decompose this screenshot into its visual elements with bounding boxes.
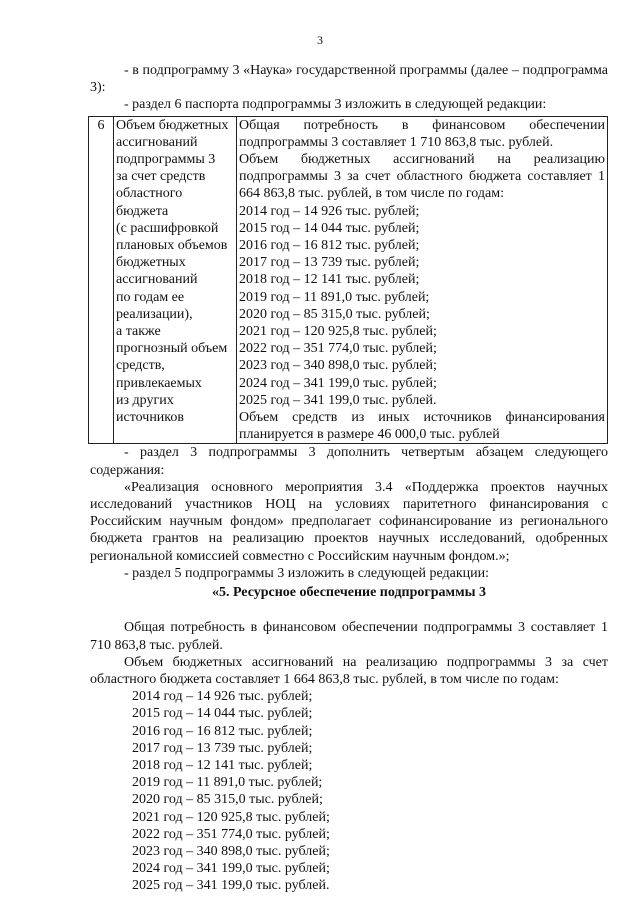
total-need-text: Общая потребность в финансовом обеспечении подпрограммы 3 составляет 1 710 863,8 тыс. рублей. xyxy=(239,117,605,150)
year-line: 2022 год – 351 774,0 тыс. рублей; xyxy=(239,341,437,357)
year-line: 2020 год – 85 315,0 тыс. рублей; xyxy=(132,792,323,808)
year-line: 2017 год – 13 739 тыс. рублей; xyxy=(239,255,420,271)
label-line: (с расшифровкой xyxy=(116,220,219,236)
year-line: 2020 год – 85 315,0 тыс. рублей; xyxy=(239,306,430,322)
spacer xyxy=(90,601,608,619)
year-line: 2016 год – 16 812 тыс. рублей; xyxy=(132,723,313,739)
label-line: из других xyxy=(116,392,174,408)
year-line: 2025 год – 341 199,0 тыс. рублей. xyxy=(239,392,437,408)
year-line: 2019 год – 11 891,0 тыс. рублей; xyxy=(239,289,430,305)
year-line: 2018 год – 12 141 тыс. рублей; xyxy=(239,272,420,288)
year-line: 2021 год – 120 925,8 тыс. рублей; xyxy=(239,324,437,340)
section3-quote: «Реализация основного мероприятия 3.4 «Поддержка проектов научных исследований участников НОЦ на условиях паритетного финансирования с Российским научным фондом» предполагает софинансирование из регионального бюджета грантов на реализацию проектов научных исследований, одобренных региональной комиссией совместно с Российским научным фондом.»; xyxy=(90,479,608,564)
other-sources-text: Объем средств из иных источников финансирования планируется в размере 46 000,0 тыс. рублей xyxy=(239,410,605,443)
year-line: 2015 год – 14 044 тыс. рублей; xyxy=(239,220,420,236)
row-number: 6 xyxy=(89,116,114,444)
year-line: 2017 год – 13 739 тыс. рублей; xyxy=(132,740,313,756)
table-row xyxy=(89,116,608,444)
row-value xyxy=(237,116,608,444)
year-line: 2014 год – 14 926 тыс. рублей; xyxy=(132,689,313,705)
budget-volume-text: Объем бюджетных ассигнований на реализацию подпрограммы 3 за счет областного бюджета составляет 1 664 863,8 тыс. рублей, в том числе по годам: xyxy=(239,152,605,202)
year-line: 2022 год – 351 774,0 тыс. рублей; xyxy=(132,826,330,842)
section5-total-need: Общая потребность в финансовом обеспечении подпрограммы 3 составляет 1 710 863,8 тыс. рублей. xyxy=(90,620,608,653)
document-body xyxy=(90,62,608,895)
year-line: 2014 год – 14 926 тыс. рублей; xyxy=(239,203,420,219)
label-line: Объем бюджетных xyxy=(116,117,229,133)
label-line: областного xyxy=(116,186,183,202)
label-line: ассигнований xyxy=(116,272,198,288)
label-line: бюджетных xyxy=(116,255,186,271)
section5-budget-volume: Объем бюджетных ассигнований на реализацию подпрограммы 3 за счет областного бюджета составляет 1 664 863,8 тыс. рублей, в том числе по годам: xyxy=(90,654,608,687)
section5-heading: «5. Ресурсное обеспечение подпрограммы 3 xyxy=(211,585,487,601)
year-line: 2025 год – 341 199,0 тыс. рублей. xyxy=(132,878,330,894)
page-number: 3 xyxy=(317,33,323,47)
label-line: привлекаемых xyxy=(116,375,202,391)
label-line: реализации), xyxy=(116,306,193,322)
year-line: 2018 год – 12 141 тыс. рублей; xyxy=(132,757,313,773)
label-line: источников xyxy=(116,410,185,426)
label-line: по годам ее xyxy=(116,289,185,305)
year-line: 2015 год – 14 044 тыс. рублей; xyxy=(132,706,313,722)
passport-table xyxy=(88,116,608,445)
year-line: 2024 год – 341 199,0 тыс. рублей; xyxy=(239,375,437,391)
section5-year-list xyxy=(132,688,608,894)
year-line: 2023 год – 340 898,0 тыс. рублей; xyxy=(132,843,330,859)
year-line: 2024 год – 341 199,0 тыс. рублей; xyxy=(132,861,330,877)
year-line: 2021 год – 120 925,8 тыс. рублей; xyxy=(132,809,330,825)
section3-line: - раздел 3 подпрограммы 3 дополнить четвертым абзацем следующего содержания: xyxy=(90,445,608,478)
label-line: а также xyxy=(116,324,161,340)
section5-line: - раздел 5 подпрограммы 3 изложить в следующей редакции: xyxy=(124,565,490,581)
label-line: прогнозный объем xyxy=(116,341,228,357)
label-line: плановых объемов xyxy=(116,238,228,254)
label-line: бюджета xyxy=(116,203,169,219)
label-line: средств, xyxy=(116,358,165,374)
label-line: ассигнований xyxy=(116,134,198,150)
intro-subprogram-line: - в подпрограмму 3 «Наука» государственной программы (далее – подпрограмма 3): xyxy=(90,63,608,96)
year-line: 2016 год – 16 812 тыс. рублей; xyxy=(239,238,420,254)
label-line: за счет средств xyxy=(116,169,206,185)
row-label xyxy=(114,116,237,444)
label-line: подпрограммы 3 xyxy=(116,152,216,168)
year-line: 2019 год – 11 891,0 тыс. рублей; xyxy=(132,775,323,791)
year-line: 2023 год – 340 898,0 тыс. рублей; xyxy=(239,358,437,374)
intro-section6-line: - раздел 6 паспорта подпрограммы 3 изложить в следующей редакции: xyxy=(124,97,547,113)
